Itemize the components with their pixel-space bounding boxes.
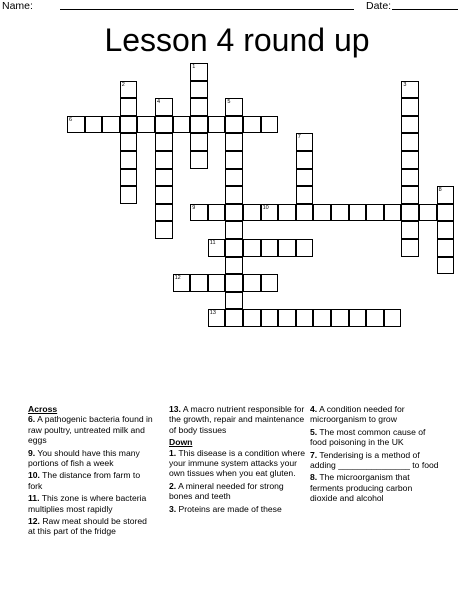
clue-text: You should have this many portions of fish a week	[28, 447, 140, 469]
clue-number: 1.	[169, 447, 177, 458]
crossword-cell[interactable]	[225, 274, 243, 292]
crossword-cell[interactable]	[437, 186, 455, 204]
crossword-cell[interactable]	[366, 204, 384, 222]
crossword-cell[interactable]	[155, 98, 173, 116]
crossword-cell[interactable]	[190, 133, 208, 151]
crossword-cell[interactable]	[401, 151, 419, 169]
crossword-cell[interactable]	[225, 98, 243, 116]
crossword-cell[interactable]	[419, 204, 437, 222]
crossword-cell[interactable]	[155, 186, 173, 204]
crossword-cell[interactable]	[190, 63, 208, 81]
cell-number: 12	[174, 275, 181, 282]
clue-item	[169, 448, 305, 479]
crossword-cell[interactable]	[243, 239, 261, 257]
crossword-cell[interactable]	[296, 151, 314, 169]
clue-item	[28, 493, 156, 514]
clue-text: Tenderising is a method of adding _______________ to food	[310, 449, 439, 471]
crossword-cell[interactable]	[401, 81, 419, 99]
crossword-cell[interactable]	[401, 186, 419, 204]
clue-text: This disease is a condition where your immune system attacks your own tissues when you eat gluten.	[169, 447, 305, 479]
clue-number: 5.	[310, 426, 318, 437]
across-heading: Across	[28, 404, 58, 414]
crossword-cell[interactable]	[190, 151, 208, 169]
cell-number: 7	[297, 134, 301, 141]
cell-number: 6	[69, 116, 73, 123]
crossword-cell[interactable]	[208, 309, 226, 327]
clue-number: 6.	[28, 414, 36, 425]
page-title: Lesson 4 round up	[104, 22, 370, 58]
clue-number: 8.	[310, 472, 318, 483]
clue-item	[169, 404, 305, 435]
clue-text: Proteins are made of these	[176, 503, 282, 514]
clue-text: The distance from farm to fork	[28, 470, 141, 491]
crossword-cell[interactable]	[137, 116, 155, 134]
cell-number: 13	[209, 310, 216, 317]
clue-item	[28, 448, 156, 469]
crossword-cell[interactable]	[225, 292, 243, 310]
clue-text: The microorganism that ferments producing carbon dioxide and alcohol	[310, 472, 413, 504]
crossword-cell[interactable]	[120, 186, 138, 204]
clue-text: The most common cause of food poisoning in the UK	[310, 426, 426, 448]
crossword-cell[interactable]	[225, 257, 243, 275]
clue-item	[310, 472, 440, 503]
cell-number: 3	[403, 81, 407, 88]
crossword-cell[interactable]	[296, 169, 314, 187]
crossword-cell[interactable]	[296, 133, 314, 151]
crossword-cell[interactable]	[208, 116, 226, 134]
clue-number: 12.	[28, 516, 40, 527]
cell-number: 1	[192, 64, 196, 70]
crossword-cell[interactable]	[349, 309, 367, 327]
clue-text: This zone is where bacteria multiplies most rapidly	[28, 493, 147, 514]
clue-item	[169, 504, 305, 514]
crossword-cell[interactable]	[190, 274, 208, 292]
crossword-cell[interactable]	[261, 116, 279, 134]
clue-number: 4.	[310, 404, 318, 414]
crossword-cell[interactable]	[173, 274, 191, 292]
crossword-cell[interactable]	[120, 81, 138, 99]
crossword-cell[interactable]	[208, 239, 226, 257]
crossword-cell[interactable]	[296, 309, 314, 327]
crossword-cell[interactable]	[437, 257, 455, 275]
crossword-cell[interactable]	[401, 133, 419, 151]
crossword-cell[interactable]	[190, 116, 208, 134]
crossword-cell[interactable]	[349, 204, 367, 222]
crossword-cell[interactable]	[296, 186, 314, 204]
clue-number: 7.	[310, 449, 318, 460]
crossword-cell[interactable]	[67, 116, 85, 134]
crossword-cell[interactable]	[190, 98, 208, 116]
crossword-cell[interactable]	[243, 309, 261, 327]
crossword-cell[interactable]	[296, 204, 314, 222]
crossword-cell[interactable]	[384, 309, 402, 327]
across-clue-list	[28, 414, 156, 536]
crossword-cell[interactable]	[437, 239, 455, 257]
clue-item	[310, 450, 440, 471]
crossword-cell[interactable]	[120, 151, 138, 169]
crossword-cell[interactable]	[331, 309, 349, 327]
crossword-cell[interactable]	[155, 221, 173, 239]
crossword-cell[interactable]	[384, 204, 402, 222]
crossword-cell[interactable]	[261, 239, 279, 257]
crossword-cell[interactable]	[120, 169, 138, 187]
clue-text: A macro nutrient responsible for the growth, repair and maintenance of body tissues	[169, 404, 305, 435]
crossword-cell[interactable]	[225, 204, 243, 222]
crossword-cell[interactable]	[401, 239, 419, 257]
clues-column-2	[169, 404, 305, 516]
cell-number: 4	[157, 99, 161, 106]
cell-number: 9	[192, 204, 196, 211]
crossword-cell[interactable]	[225, 221, 243, 239]
crossword-cell[interactable]	[225, 186, 243, 204]
crossword-cell[interactable]	[102, 116, 120, 134]
clue-item	[28, 414, 156, 445]
crossword-cell[interactable]	[155, 151, 173, 169]
crossword-cell[interactable]	[208, 204, 226, 222]
crossword-cell[interactable]	[155, 204, 173, 222]
crossword-cell[interactable]	[401, 98, 419, 116]
cell-number: 10	[262, 204, 269, 211]
crossword-cell[interactable]	[120, 116, 138, 134]
clue-number: 9.	[28, 447, 36, 458]
crossword-cell[interactable]	[225, 239, 243, 257]
down-heading: Down	[169, 437, 193, 448]
crossword-cell[interactable]	[225, 151, 243, 169]
cell-number: 11	[209, 240, 216, 246]
clue-number: 13.	[169, 404, 181, 414]
crossword-cell[interactable]	[155, 116, 173, 134]
clue-item	[169, 481, 305, 502]
crossword-cell[interactable]	[401, 169, 419, 187]
clue-number: 2.	[169, 480, 177, 491]
crossword-cell[interactable]	[225, 309, 243, 327]
crossword-cell[interactable]	[243, 204, 261, 222]
crossword-cell[interactable]	[243, 116, 261, 134]
clue-text: A pathogenic bacteria found in raw poultry, untreated milk and eggs	[28, 414, 153, 446]
crossword-cell[interactable]	[278, 239, 296, 257]
clue-text: Raw meat should be stored at this part of the fridge	[28, 516, 147, 537]
crossword-cell[interactable]	[401, 204, 419, 222]
crossword-cell[interactable]	[225, 169, 243, 187]
crossword-cell[interactable]	[278, 309, 296, 327]
crossword-cell[interactable]	[401, 221, 419, 239]
crossword-cell[interactable]	[437, 221, 455, 239]
crossword-cell[interactable]	[366, 309, 384, 327]
crossword-cell[interactable]	[261, 204, 279, 222]
across-clue-list-cont	[169, 404, 305, 435]
crossword-cell[interactable]	[225, 116, 243, 134]
crossword-cell[interactable]	[155, 169, 173, 187]
crossword-cell[interactable]	[331, 204, 349, 222]
crossword-cell[interactable]	[155, 133, 173, 151]
clues-column-3	[310, 404, 440, 506]
crossword-cell[interactable]	[296, 239, 314, 257]
crossword-cell[interactable]	[243, 274, 261, 292]
clue-item	[310, 404, 440, 425]
cell-number: 5	[227, 99, 231, 106]
crossword-cell[interactable]	[120, 98, 138, 116]
crossword-cell[interactable]	[173, 116, 191, 134]
crossword-cell[interactable]	[261, 309, 279, 327]
name-label: Name:	[2, 0, 33, 12]
clue-number: 10.	[28, 470, 40, 481]
crossword-cell[interactable]	[313, 309, 331, 327]
crossword-cell[interactable]	[225, 133, 243, 151]
clue-number: 11.	[28, 493, 40, 504]
crossword-cell[interactable]	[208, 274, 226, 292]
crossword-cell[interactable]	[120, 133, 138, 151]
date-label: Date:	[366, 0, 392, 12]
crossword-cell[interactable]	[85, 116, 103, 134]
crossword-cell[interactable]	[401, 116, 419, 134]
crossword-cell[interactable]	[278, 204, 296, 222]
clue-number: 3.	[169, 503, 177, 514]
crossword-cell[interactable]	[190, 204, 208, 222]
down-clue-list-cont	[310, 404, 440, 504]
cell-number: 8	[438, 187, 442, 194]
clue-item	[28, 516, 156, 537]
clue-text: A condition needed for microorganism to grow	[310, 404, 405, 425]
clues-column-1	[28, 404, 156, 539]
cell-number: 2	[121, 81, 125, 88]
clue-item	[28, 470, 156, 491]
crossword-cell[interactable]	[190, 81, 208, 99]
clue-text: A mineral needed for strong bones and teeth	[169, 480, 284, 502]
crossword-cell[interactable]	[313, 204, 331, 222]
down-clue-list	[169, 448, 305, 514]
crossword-cell[interactable]	[437, 204, 455, 222]
crossword-cell[interactable]	[261, 274, 279, 292]
clue-item	[310, 427, 440, 448]
